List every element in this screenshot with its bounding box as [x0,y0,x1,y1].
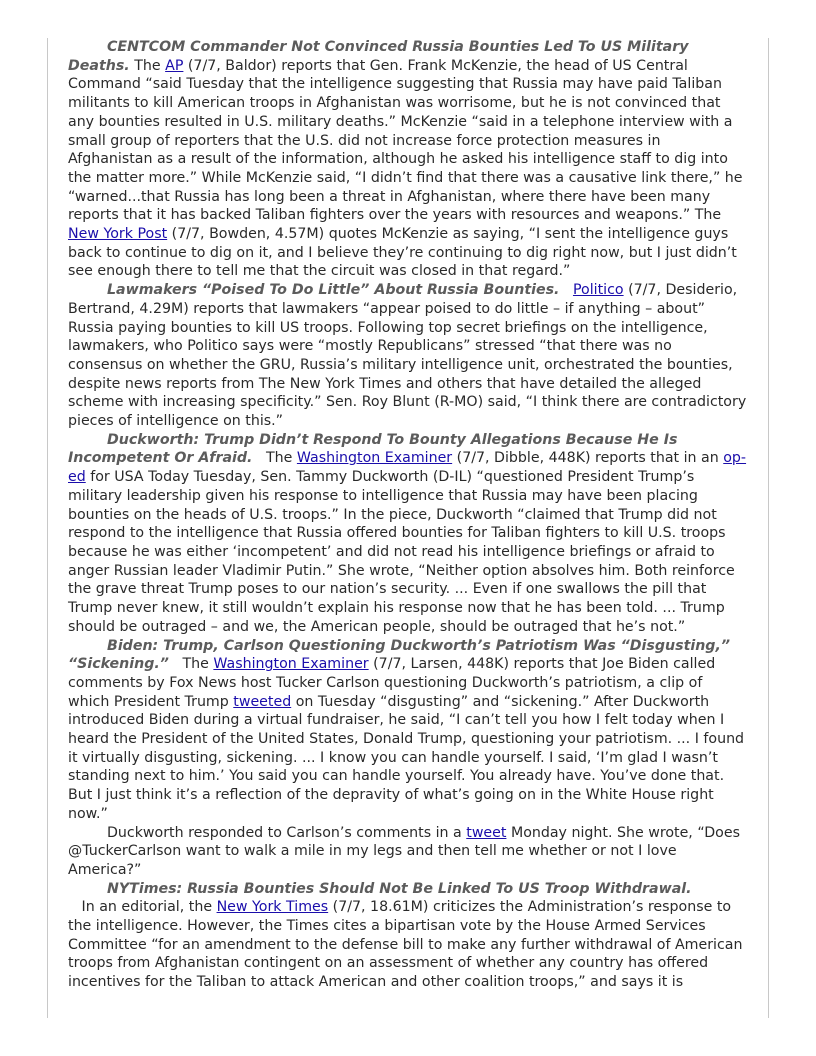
source-link-washington-examiner[interactable]: Washington Examiner [213,656,369,673]
body-text: (7/7, Dibble, 448K) reports that in an [452,450,724,467]
source-link-ap[interactable]: AP [165,57,184,74]
body-text: (7/7, Baldor) reports that Gen. Frank McKenzie, the head of US Central Command “said Tuesday that the intelligence suggesting that Russia may have paid Taliban militants to kill American troops in Afghanistan was worrisome, but he is not convinced that any bounties resulted in U.S. military deaths.” McKenzie “said in a telephone interview with a small group of reporters that the U.S. did not increase force protection measures in Afghanistan as a result of the information, although he asked his intelligence staff to dig into the matter more.” While McKenzie said, “I didn’t find that there was a causative link there,” he “warned...that Russia has long been a threat in Afghanistan, where there have been many reports that it has backed Taliban fighters over the years with resources and weapons.” The [68,57,743,224]
body-text: The [168,656,214,673]
article-paragraph [68,880,748,992]
article-headline: Duckworth: Trump Didn’t Respond To Bounty Allegations Because He Is Incompetent Or Afraid. [68,431,678,467]
article-headline: CENTCOM Commander Not Convinced Russia Bounties Led To US Military Deaths. [68,39,689,74]
article-paragraph [68,281,748,431]
body-text: Monday night. She wrote, “Does @TuckerCarlson want to walk a mile in my legs and then tell me whether or not I love America?” [68,824,740,878]
body-text: The [252,450,297,467]
body-text: (7/7, Desiderio, Bertrand, 4.29M) reports that lawmakers “appear poised to do little – if anything – about” Russia paying bounties to kill US troops. Following top secret briefings on the intelligence, lawmakers, who Politico says were “mostly Republicans” stressed “that there was no consensus on whether the GRU, Russia’s military intelligence unit, orchestrated the bounties, despite news reports from The New York Times and others that have detailed the alleged scheme with increasing specificity.” Sen. Roy Blunt (R-MO) said, “I think there are contradictory pieces of intelligence on this.” [68,282,747,430]
body-text [559,282,573,298]
article-paragraph [68,824,748,880]
left-margin-rule [47,38,48,1018]
article-paragraph [68,637,748,824]
body-text: (7/7, Bowden, 4.57M) quotes McKenzie as saying, “I sent the intelligence guys back to continue to dig on it, and I believe they’re continuing to dig right now, but I just didn’t see enough there to tell me that the circuit was closed in that regard.” [68,226,737,280]
source-link-politico[interactable]: Politico [572,282,624,299]
body-text: In an editorial, the [68,899,217,916]
article-headline: NYTimes: Russia Bounties Should Not Be Linked To US Troop Withdrawal. [107,880,692,897]
body-text: (7/7, 18.61M) criticizes the Administration’s response to the intelligence. However, the Times cites a bipartisan vote by the House Armed Services Committee “for an amendment to the defense bill to make any further withdrawal of American troops from Afghanistan contingent on an assessment of whether any country has offered incentives for the Taliban to attack American and other coalition troops,” and says it is [68,899,743,991]
body-text: Duckworth responded to Carlson’s comments in a [107,824,467,841]
document-body [68,38,748,992]
body-text: (7/7, Larsen, 448K) reports that Joe Biden called comments by Fox News host Tucker Carlson questioning Duckworth’s patriotism, a clip of which President Trump [68,656,716,710]
op-ed-link[interactable]: op-ed [68,450,747,486]
tweet-link[interactable]: tweet [466,824,507,841]
tweeted-link[interactable]: tweeted [233,693,292,710]
source-link-new-york-post[interactable]: New York Post [68,226,168,243]
article-paragraph [68,431,748,637]
article-headline: Biden: Trump, Carlson Questioning Duckworth’s Patriotism Was “Disgusting,” “Sickening.” [68,637,730,673]
source-link-new-york-times[interactable]: New York Times [216,899,329,916]
article-paragraph [68,38,748,281]
article-headline: Lawmakers “Poised To Do Little” About Russia Bounties. [107,282,560,299]
body-text: for USA Today Tuesday, Sen. Tammy Duckworth (D-IL) “questioned President Trump’s military leadership given his response to intelligence that Russia may have been placing bounties on the heads of U.S. troops.” In the piece, Duckworth “claimed that Trump did not respond to the intelligence that Russia offered bounties for Taliban fighters to kill U.S. troops because he was either ‘incompetent’ and did not read his intelligence briefings or afraid to anger Russian leader Vladimir Putin.” She wrote, “Neither option absolves him. Both reinforce the grave threat Trump poses to our nation’s security. ... Even if one swallows the pill that Trump never knew, it still wouldn’t explain his response now that he has been told. ... Trump should be outraged – and we, the American people, should be outraged that he’s not.” [68,469,735,635]
right-margin-rule [768,38,769,1018]
body-text: The [129,57,166,74]
body-text: on Tuesday “disgusting” and “sickening.” After Duckworth introduced Biden during a virtual fundraiser, he said, “I can’t tell you how I felt today when I heard the President of the United States, Donald Trump, questioning your patriotism. ... I found it virtually disgusting, sickening. ... I know you can handle yourself. I said, ‘I’m glad I wasn’t standing next to him.’ You said you can handle yourself. You already have. You’ve done that. But I just think it’s a reflection of the depravity of what’s going on in the White House right now.” [68,693,745,822]
source-link-washington-examiner[interactable]: Washington Examiner [296,450,453,467]
